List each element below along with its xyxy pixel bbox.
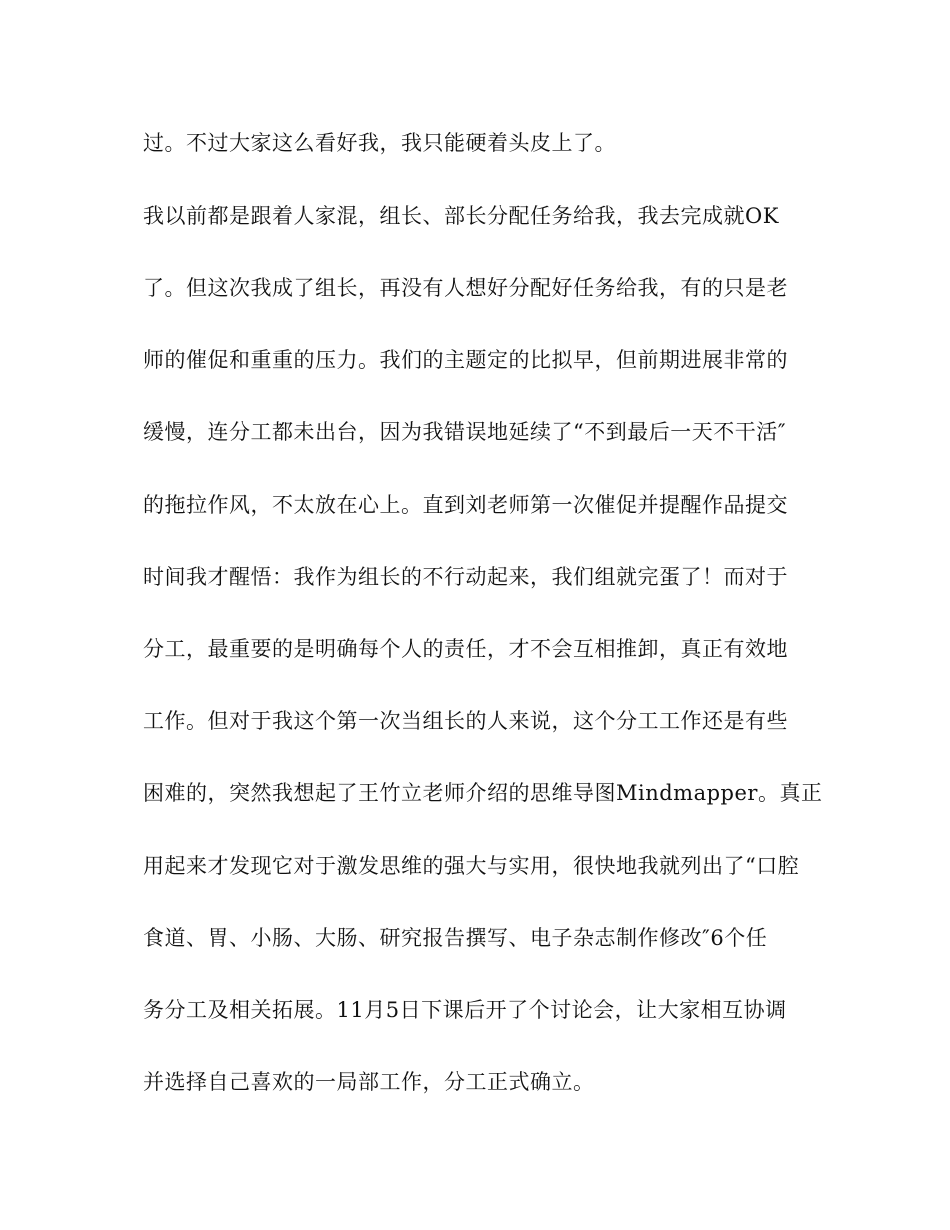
- paragraph-line: 的拖拉作风，不太放在心上。直到刘老师第一次催促并提醒作品提交: [143, 493, 788, 517]
- paragraph-line: 务分工及相关拓展。11月5日下课后开了个讨论会，让大家相互协调: [143, 998, 787, 1022]
- paragraph-line: 了。但这次我成了组长，再没有人想好分配好任务给我，有的只是老: [143, 276, 788, 300]
- paragraph-line: 我以前都是跟着人家混，组长、部长分配任务给我，我去完成就OK: [143, 204, 779, 228]
- paragraph-line: 困难的，突然我想起了王竹立老师介绍的思维导图Mindmapper。真正: [143, 781, 823, 805]
- paragraph-line: 时间我才醒悟：我作为组长的不行动起来，我们组就完蛋了！而对于: [143, 565, 788, 589]
- paragraph-line: 食道、胃、小肠、大肠、研究报告撰写、电子杂志制作修改″6个任: [143, 926, 768, 950]
- paragraph-line: 师的催促和重重的压力。我们的主题定的比拟早，但前期进展非常的: [143, 348, 788, 372]
- paragraph-line: 工作。但对于我这个第一次当组长的人来说，这个分工工作还是有些: [143, 709, 788, 733]
- paragraph-line: 分工，最重要的是明确每个人的责任，才不会互相推卸，真正有效地: [143, 637, 788, 661]
- paragraph-line: 并选择自己喜欢的一局部工作，分工正式确立。: [143, 1070, 595, 1094]
- paragraph-line: 用起来才发现它对于激发思维的强大与实用，很快地我就列出了“口腔: [143, 854, 800, 878]
- paragraph-line: 缓慢，连分工都未出台，因为我错误地延续了“不到最后一天不干活″: [143, 420, 787, 444]
- paragraph-line: 过。不过大家这么看好我，我只能硬着头皮上了。: [143, 131, 616, 155]
